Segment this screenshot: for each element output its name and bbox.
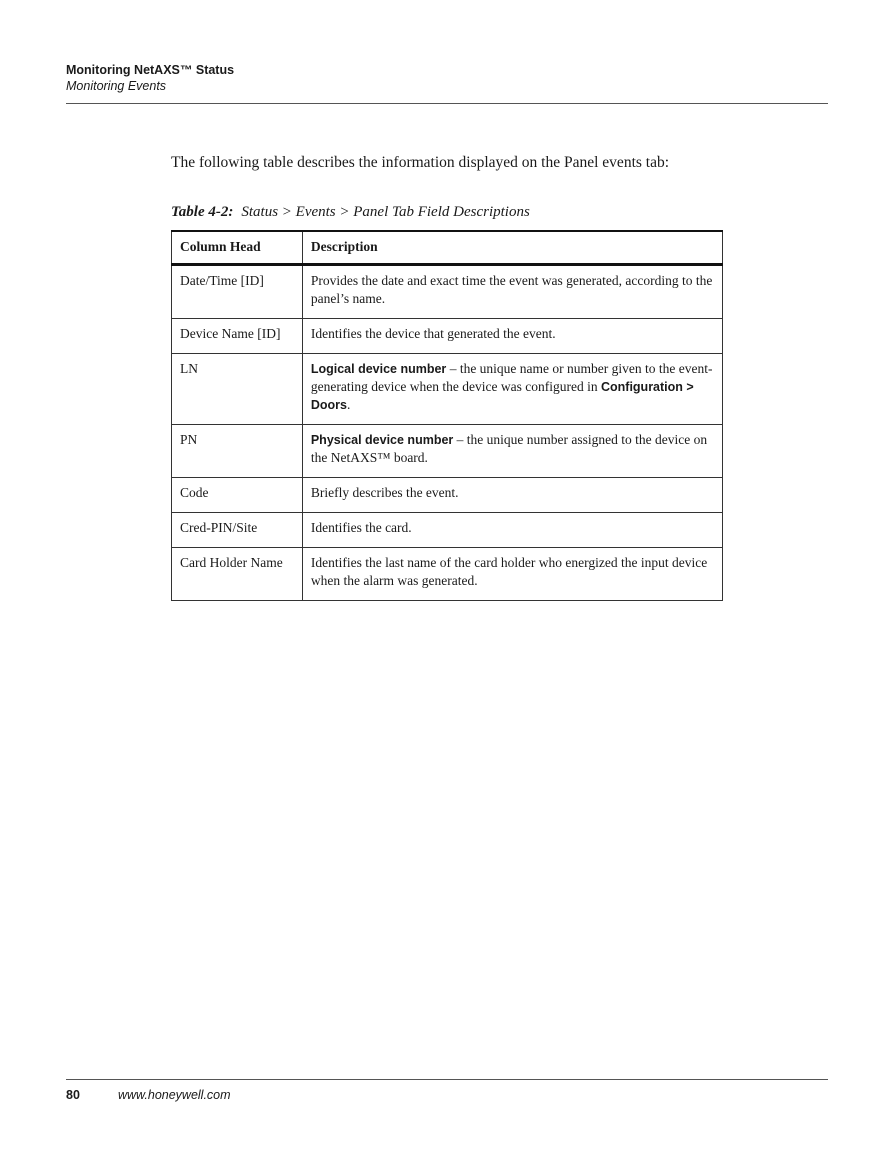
row-column-name: Card Holder Name [172, 548, 303, 601]
website-link[interactable]: www.honeywell.com [118, 1088, 231, 1102]
description-header: Description [302, 231, 722, 265]
row-column-name: Code [172, 478, 303, 513]
footer-divider [66, 1079, 828, 1080]
row-description-suffix: . [346, 397, 351, 412]
table-row [172, 425, 723, 478]
row-description-text: – the unique number assigned to the device on the NetAXS™ board. [310, 432, 708, 465]
table-row [172, 319, 723, 354]
row-term: Logical device number [310, 362, 447, 376]
row-description: Briefly describes the event. [302, 478, 722, 513]
intro-paragraph: The following table describes the information displayed on the Panel events tab: [171, 154, 670, 171]
table-row [172, 548, 723, 601]
field-descriptions-table [171, 230, 723, 601]
table-caption-label: Table 4-2: [171, 204, 234, 220]
row-description [302, 354, 722, 425]
row-description: Identifies the card. [302, 513, 722, 548]
row-description [302, 425, 722, 478]
row-term: Physical device number [310, 433, 454, 447]
row-description: Provides the date and exact time the event was generated, according to the panel’s name. [302, 265, 722, 319]
table-caption [171, 202, 530, 222]
table-caption-text: Status > Events > Panel Tab Field Descriptions [241, 204, 530, 220]
table-row [172, 513, 723, 548]
table-row [172, 478, 723, 513]
row-description: Identifies the last name of the card holder who energized the input device when the alarm was generated. [302, 548, 722, 601]
header-title: Monitoring NetAXS™ Status [66, 63, 235, 77]
row-description: Identifies the device that generated the event. [302, 319, 722, 354]
table-row [172, 265, 723, 319]
row-menu-path: Configuration > Doors [310, 380, 694, 412]
row-description-text: – the unique name or number given to the event-generating device when the device was configured in [310, 361, 713, 394]
row-column-name: PN [172, 425, 303, 478]
header-divider [66, 103, 828, 104]
row-column-name: LN [172, 354, 303, 425]
header-subtitle: Monitoring Events [66, 79, 167, 93]
row-column-name: Cred-PIN/Site [172, 513, 303, 548]
page-number: 80 [66, 1088, 80, 1102]
row-column-name: Device Name [ID] [172, 319, 303, 354]
page-footer [66, 1088, 231, 1103]
column-head-header: Column Head [172, 231, 303, 265]
row-column-name: Date/Time [ID] [172, 265, 303, 319]
running-header [66, 63, 828, 94]
table-header-row [172, 231, 723, 265]
table-row [172, 354, 723, 425]
